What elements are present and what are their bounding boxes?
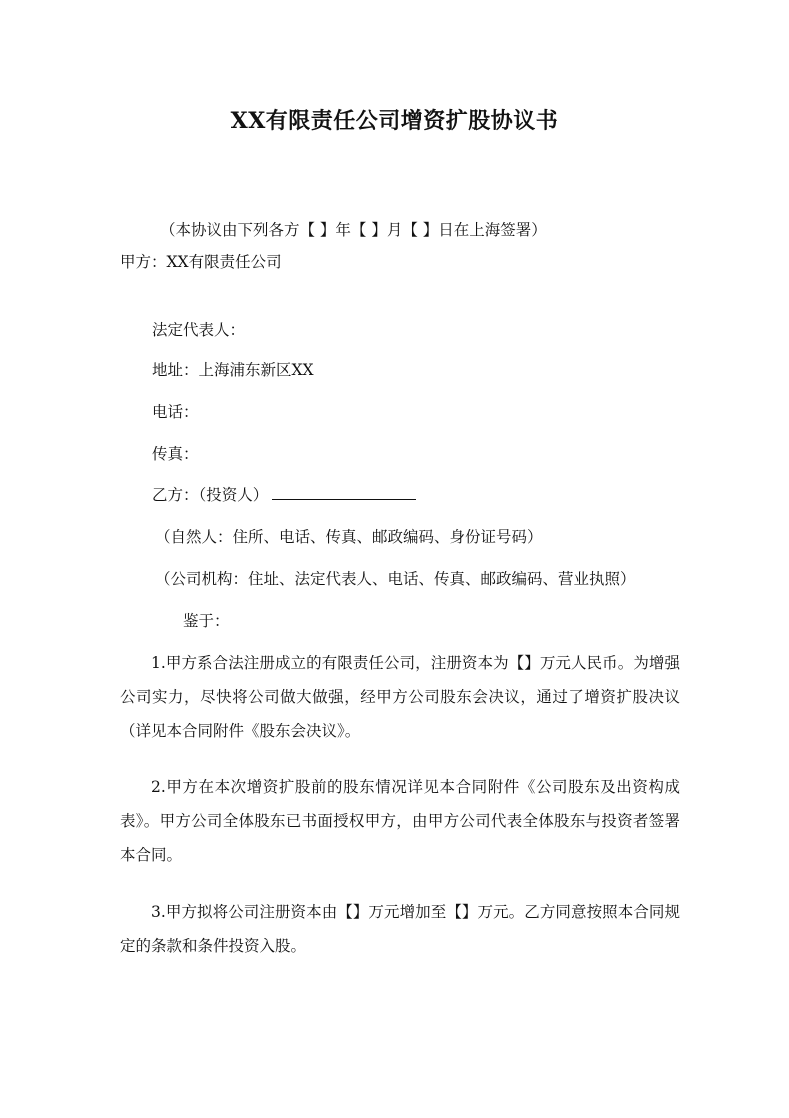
party-a-legal-rep: 法定代表人： <box>152 321 246 339</box>
party-b-natural-person: （自然人：住所、电话、传真、邮政编码、身份证号码） <box>155 528 543 546</box>
party-b-blank <box>272 485 416 500</box>
party-a-address: 地址：上海浦东新区XX <box>152 361 314 379</box>
document-title: XX有限责任公司增资扩股协议书 <box>230 108 559 134</box>
clause-2: 2.甲方在本次增资扩股前的股东情况详见本合同附件《公司股东及出资构成表》。甲方公司全体股东已书面授权甲方，由甲方公司代表全体股东与投资者签署本合同。 <box>120 778 680 864</box>
clause-1: 1.甲方系合法注册成立的有限责任公司，注册资本为【】万元人民币。为增强公司实力，尽快将公司做大做强，经甲方公司股东会决议，通过了增资扩股决议（详见本合同附件《股东会决议》。 <box>120 654 680 740</box>
party-a-phone: 电话： <box>152 403 199 421</box>
preamble: （本协议由下列各方【 】年【 】月【 】日在上海签署） <box>160 221 547 239</box>
party-b-line <box>152 485 416 505</box>
clause-3: 3.甲方拟将公司注册资本由【】万元增加至【】万元。乙方同意按照本合同规定的条款和条件投资入股。 <box>120 903 680 955</box>
party-b-label: 乙方：（投资人） <box>152 486 269 504</box>
party-b-company: （公司机构：住址、法定代表人、电话、传真、邮政编码、营业执照） <box>155 570 636 588</box>
party-a-name: 甲方：XX有限责任公司 <box>120 253 282 271</box>
party-a-fax: 传真： <box>152 445 199 463</box>
whereas-heading: 鉴于： <box>183 612 230 630</box>
